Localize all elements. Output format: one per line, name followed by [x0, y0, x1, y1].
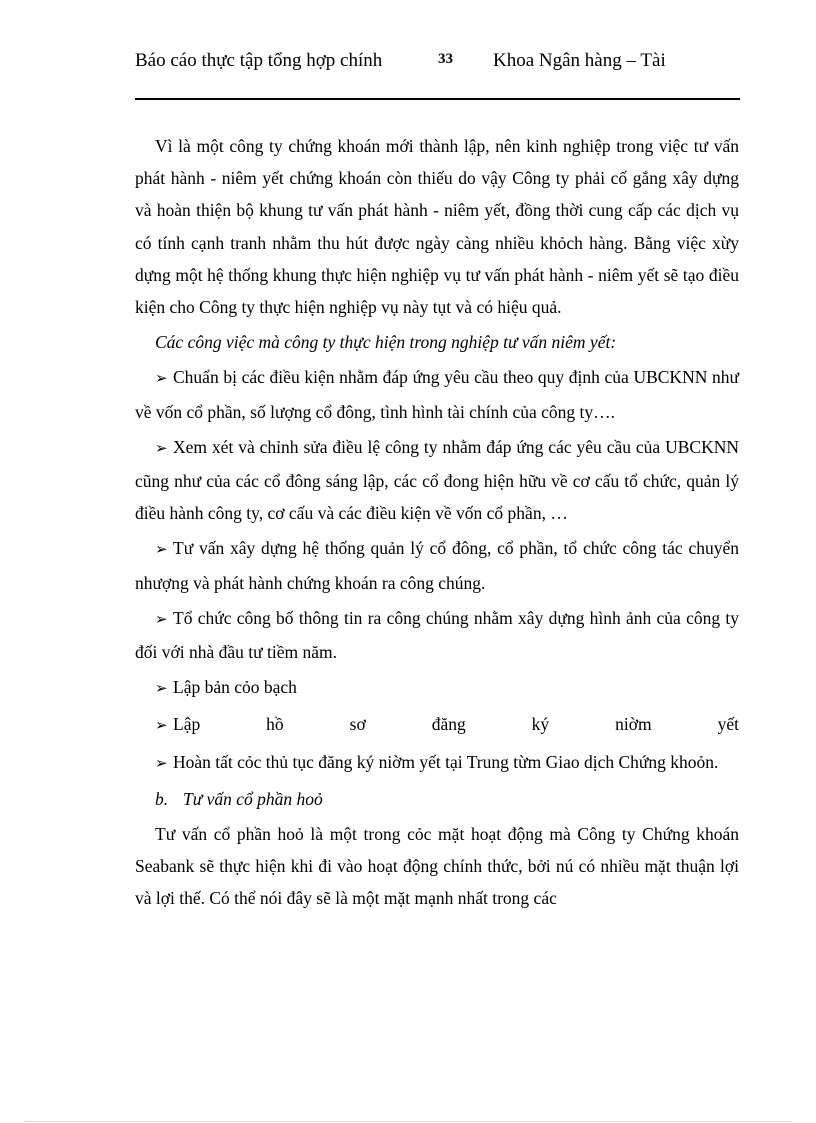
header-faculty: Khoa Ngân hàng – Tài — [493, 50, 666, 71]
page-bottom-border — [24, 1121, 792, 1122]
list-item — [135, 361, 739, 427]
arrow-bullet-icon: ➢ — [155, 718, 168, 735]
list-item-text: Lập hồ sơ đăng ký niờm yết — [173, 714, 739, 735]
list-item — [135, 671, 739, 705]
list-item — [135, 708, 739, 742]
list-item-text: Hoàn tất cỏc thủ tục đăng ký niờm yết tại Trung từm Giao dịch Chứng khoỏn. — [173, 751, 719, 772]
arrow-bullet-icon: ➢ — [155, 542, 168, 559]
page-body — [135, 130, 739, 918]
arrow-bullet-icon: ➢ — [155, 755, 168, 772]
header-divider — [135, 98, 740, 100]
body-paragraph: Tư vấn cổ phần hoỏ là một trong cỏc mặt hoạt động mà Công ty Chứng khoán Seabank sẽ thực hiện khi đi vào hoạt động chính thức, bởi nú có nhiều mặt thuận lợi và lợi thế. Có thể nói đây sẽ là một mặt mạnh nhất trong các — [135, 824, 739, 909]
list-item — [135, 602, 739, 668]
subsection-heading — [135, 783, 739, 815]
list-item-text: Tổ chức công bố thông tin ra công chúng nhằm xây dựng hình ảnh của công ty đối với nhà đầu tư tiềm năm. — [135, 607, 739, 663]
arrow-bullet-icon: ➢ — [155, 371, 168, 388]
page-number: 33 — [438, 51, 453, 67]
list-item-text: Tư vấn xây dựng hệ thống quản lý cổ đông, cổ phần, tổ chức công tác chuyển nhượng và phát hành chứng khoán ra công chúng. — [135, 538, 739, 593]
list-item-text: Chuẩn bị các điều kiện nhằm đáp ứng yêu cầu theo quy định của UBCKNN như về vốn cổ phần, số lượng cổ đông, tình hình tài chính của công ty…. — [135, 367, 739, 422]
intro-paragraph: Vì là một công ty chứng khoán mới thành lập, nên kinh nghiệp trong việc tư vấn phát hành - niêm yết chứng khoán còn thiếu do vậy Công ty phải cố gắng xây dựng và hoàn thiện bộ khung tư vấn phát hành - niêm yết, đồng thời cung cấp các dịch vụ có tính cạnh tranh nhằm thu hút được ngày càng nhiều khỏch hàng. Bằng việc xừy dựng một hệ thống khung thực hiện nghiệp vụ tư vấn phát hành - niêm yết sẽ tạo điều kiện cho Công ty thực hiện nghiệp vụ này tụt và có hiệu quả. — [135, 136, 739, 318]
list-item-text: Lập bản cỏo bạch — [173, 677, 297, 698]
arrow-bullet-icon: ➢ — [155, 440, 168, 457]
subsection-label: b. — [155, 788, 169, 809]
page-header — [135, 47, 740, 99]
header-report-title: Báo cáo thực tập tổng hợp chính — [135, 50, 383, 71]
subsection-title: Tư vấn cổ phần hoỏ — [183, 788, 323, 809]
list-item — [135, 431, 739, 530]
list-item-text: Xem xét và chỉnh sửa điều lệ công ty nhằm đáp ứng các yêu cầu của UBCKNN cũng như của các cổ đông sáng lập, các cổ đong hiện hữu về cơ cấu tổ chức, quản lý điều hành công ty, cơ cấu và các điều kiện về vốn cổ phần, … — [135, 436, 739, 524]
arrow-bullet-icon: ➢ — [155, 611, 168, 628]
arrow-bullet-icon: ➢ — [155, 681, 168, 698]
list-item — [135, 532, 739, 598]
list-item — [135, 746, 739, 780]
list-heading: Các công việc mà công ty thực hiện trong nghiệp tư vấn niêm yết: — [155, 332, 617, 353]
